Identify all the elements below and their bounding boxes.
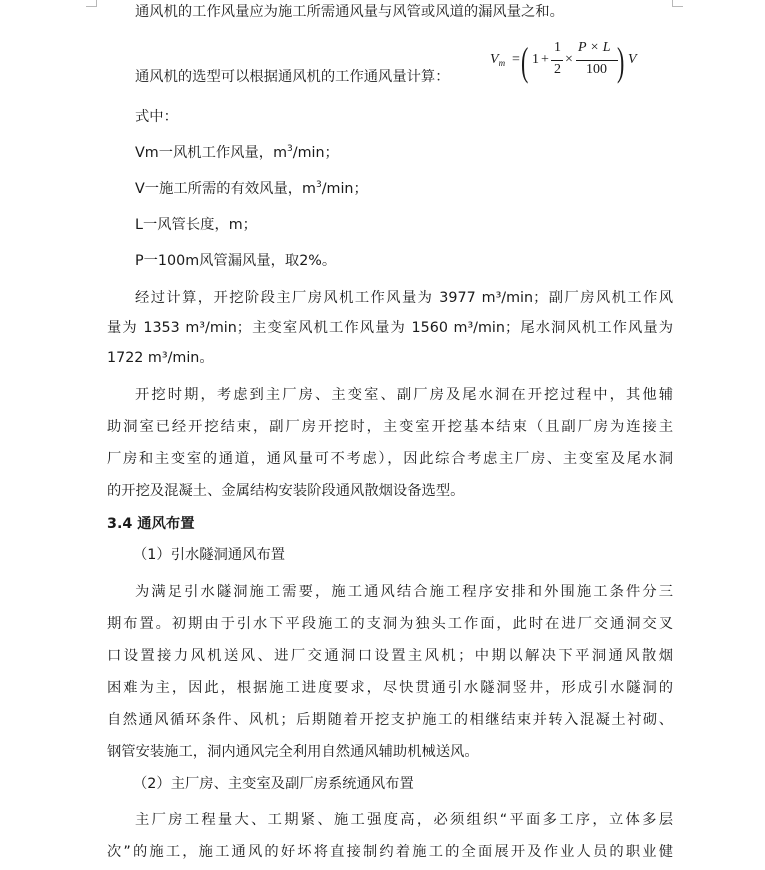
text-line: L一风管长度，m； [135,217,257,233]
text-line: 次”的施工，施工通风的好坏将直接制约着施工的全面展开及作业人员的职业健 [107,844,673,860]
text-line: 困难为主，因此，根据施工进度要求，尽快贯通引水隧洞竖井，形成引水隧洞的 [107,680,673,696]
formula-plus: + [541,52,549,67]
section-heading: 3.4 通风布置 [107,516,195,532]
text-line: Vm一风机工作风量，$m^3/\min$； [135,144,339,161]
formula-denominator: 100 [586,62,607,77]
formula-one: 1 [532,52,539,67]
formula-half-numerator: 1 [554,40,561,55]
text-line: 口设置接力风机送风、进厂交通洞口设置主风机；中期以解决下平洞通风散烟 [107,648,673,664]
text-line: 的开挖及混凝土、金属结构安装阶段通风散烟设备选型。 [107,483,465,499]
text-line: 为满足引水隧洞施工需要，施工通风结合施工程序安排和外围施工条件分三 [135,584,673,600]
page-corner-mark-left [86,0,97,7]
text-line: 经过计算，开挖阶段主厂房风机工作风量为 3977 m³/min；副厂房风机工作风 [135,290,673,306]
text-line: 期布置。初期由于引水下平段施工的支洞为独头工作面，此时在进厂交通洞交叉 [107,616,673,632]
formula-numerator: P × L [578,40,611,55]
formula-fraction-bar [576,60,618,61]
formula-v: V [628,52,637,67]
text-line: 钢管安装施工，洞内通风完全利用自然通风辅助机械送风。 [107,744,479,760]
formula-equals: = [512,52,520,67]
formula-vm: $V_m$ [490,52,506,68]
formula-half-denominator: 2 [554,62,561,77]
text-line: P一100m风管漏风量，取2%。 [135,253,337,269]
text-line: 量为 1353 m³/min；主变室风机工作风量为 1560 m³/min；尾水洞风机工作风量为 [107,320,673,336]
text-line: 通风机的选型可以根据通风机的工作通风量计算： [135,69,450,85]
text-line: 1722 m³/min。 [107,350,214,366]
formula-right-paren: ) [616,39,625,84]
text-line: 式中： [135,109,178,125]
subsection-heading: （2）主厂房、主变室及副厂房系统通风布置 [133,776,414,792]
text-line: 开挖时期，考虑到主厂房、主变室、副厂房及尾水洞在开挖过程中，其他辅 [135,387,673,403]
formula-left-paren: ( [520,39,529,84]
formula-times: × [565,52,573,67]
text-line: 通风机的工作风量应为施工所需通风量与风管或风道的漏风量之和。 [135,4,564,20]
page-corner-mark-right [672,0,683,7]
text-line: 主厂房工程量大、工期紧、施工强度高，必须组织“平面多工序，立体多层 [135,812,673,828]
text-line: 自然通风循环条件、风机；后期随着开挖支护施工的相继结束并转入混凝土衬砌、 [107,712,673,728]
ventilation-formula [490,40,640,90]
formula-half-fraction-bar [551,60,563,61]
text-line: 厂房和主变室的通道，通风量可不考虑），因此综合考虑主厂房、主变室及尾水洞 [107,451,673,467]
text-line: 助洞室已经开挖结束，副厂房开挖时，主变室开挖基本结束（且副厂房为连接主 [107,419,673,435]
subsection-heading: （1）引水隧洞通风布置 [133,547,286,563]
text-line: V一施工所需的有效风量，$m^3/\min$； [135,180,368,197]
